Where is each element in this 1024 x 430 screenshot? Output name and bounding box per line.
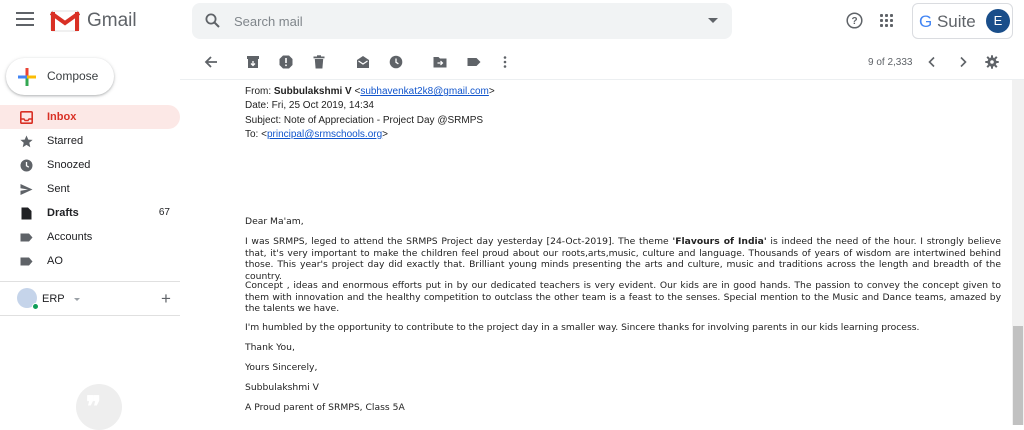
- settings-gear-icon[interactable]: [985, 55, 999, 69]
- sender-email-link[interactable]: subhavenkat2k8@gmail.com: [360, 86, 489, 97]
- email-date-line: Date: Fri, 25 Oct 2019, 14:34: [245, 100, 374, 111]
- hangouts-user[interactable]: [0, 288, 180, 312]
- email-signature-title: A Proud parent of SRMPS, Class 5A: [245, 402, 405, 413]
- hangouts-quote-icon: ❞: [76, 384, 122, 430]
- email-signoff-sincerely: Yours Sincerely,: [245, 362, 318, 373]
- compose-label: Compose: [47, 69, 99, 83]
- main-menu-icon[interactable]: [16, 12, 34, 26]
- email-from-line: From: Subbulakshmi V <subhavenkat2k8@gmail.com>: [245, 86, 495, 97]
- online-status-icon: [32, 303, 39, 310]
- sidebar-item-label: Sent: [47, 183, 70, 195]
- sidebar-item-snoozed[interactable]: [0, 153, 180, 177]
- sidebar-item-inbox[interactable]: [0, 105, 180, 129]
- draft-icon: [20, 207, 33, 220]
- recipient-email-link[interactable]: principal@srmschools.org: [266, 129, 383, 140]
- mark-unread-icon[interactable]: [356, 55, 370, 69]
- plus-icon: [17, 67, 37, 87]
- email-paragraph-1: I was SRMPS, leged to attend the SRMPS Project day yesterday [24-Oct-2019]. The theme 'Flavours of India' is indeed the need of the hour. I strongly believe that, it's very important to make the children feel proud about our roots,arts,music, culture and language. Thousands of years of wisdom are intertwined behind those. This year's project day did exactly that. Brilliant young minds presenting the arts and culture, music and traditions across the length and breadth of the country.: [245, 236, 1002, 282]
- sidebar-item-accounts[interactable]: [0, 225, 180, 249]
- chevron-down-icon[interactable]: [74, 298, 80, 301]
- chevron-right-icon[interactable]: [956, 55, 970, 69]
- sidebar-item-starred[interactable]: [0, 129, 180, 153]
- from-label: From:: [245, 86, 274, 97]
- drafts-count: 67: [158, 207, 170, 218]
- app-name[interactable]: Gmail: [87, 10, 137, 31]
- sidebar-item-label: Accounts: [47, 231, 93, 243]
- sidebar: [0, 44, 180, 425]
- sidebar-divider: [0, 315, 180, 316]
- hangouts-user-name: ERP: [42, 293, 65, 305]
- help-icon[interactable]: [846, 12, 863, 29]
- email-toolbar: [180, 44, 1024, 80]
- snooze-clock-icon[interactable]: [389, 55, 403, 69]
- account-avatar[interactable]: E: [986, 9, 1010, 33]
- search-input[interactable]: Search mail: [234, 14, 303, 29]
- sidebar-item-sent[interactable]: [0, 177, 180, 201]
- email-paragraph-3: I'm humbled by the opportunity to contribute to the project day in a smaller way. Sincere thanks for involving parents in our kids learning process.: [245, 322, 920, 333]
- email-paragraph-2: Concept , ideas and enormous efforts put in by our dedicated teachers is very evident. Our kids are in good hands. The passion to convey the concept given to them with innovation and the healthy competition to outclass the other team is a feast to the senses. Special mention to the Music and Dance teams, amazed by the talents we have.: [245, 280, 1001, 314]
- sidebar-item-label: Drafts: [47, 207, 79, 219]
- top-header: [0, 0, 1024, 44]
- label-icon: [20, 255, 33, 268]
- report-spam-icon[interactable]: [279, 55, 293, 69]
- sidebar-item-label: AO: [47, 255, 63, 267]
- scrollbar-thumb[interactable]: [1013, 326, 1023, 425]
- send-icon: [20, 183, 33, 196]
- email-scrollbar[interactable]: [1012, 80, 1024, 425]
- add-chat-plus-icon[interactable]: +: [161, 289, 171, 308]
- star-icon: [20, 135, 33, 148]
- search-box[interactable]: [192, 3, 732, 39]
- label-icon: [20, 231, 33, 244]
- to-label: To:: [245, 129, 262, 140]
- more-options-icon[interactable]: [498, 55, 512, 69]
- account-switcher[interactable]: [912, 3, 1013, 39]
- sidebar-divider: [0, 281, 180, 282]
- email-to-line: To: <principal@srmschools.org>: [245, 129, 389, 140]
- sender-name: Subbulakshmi V: [273, 86, 352, 97]
- sidebar-item-ao[interactable]: [0, 249, 180, 273]
- search-icon[interactable]: [205, 13, 220, 28]
- gmail-logo-icon[interactable]: [50, 9, 80, 33]
- move-to-icon[interactable]: [433, 55, 447, 69]
- back-arrow-icon[interactable]: [204, 55, 218, 69]
- sidebar-item-label: Inbox: [47, 111, 77, 123]
- email-subject-line: Subject: Note of Appreciation - Project Day @SRMPS: [245, 115, 484, 126]
- apps-grid-icon[interactable]: [880, 14, 894, 28]
- email-signoff-thanks: Thank You,: [245, 342, 295, 353]
- gsuite-logo: G Suite: [919, 12, 976, 31]
- sidebar-item-label: Starred: [47, 135, 84, 147]
- pagination-count: 9 of 2,333: [868, 57, 913, 68]
- delete-icon[interactable]: [312, 55, 326, 69]
- clock-icon: [20, 159, 33, 172]
- compose-button[interactable]: [6, 58, 114, 95]
- svg-text:?: ?: [851, 16, 858, 28]
- sidebar-item-label: Snoozed: [47, 159, 91, 171]
- search-options-chevron-icon[interactable]: [708, 18, 718, 23]
- inbox-icon: [20, 111, 33, 124]
- chevron-left-icon[interactable]: [925, 55, 939, 69]
- email-greeting: Dear Ma'am,: [245, 216, 304, 227]
- label-tag-icon[interactable]: [467, 55, 481, 69]
- email-signature-name: Subbulakshmi V: [245, 382, 319, 393]
- sidebar-item-drafts[interactable]: [0, 201, 180, 225]
- archive-icon[interactable]: [246, 55, 260, 69]
